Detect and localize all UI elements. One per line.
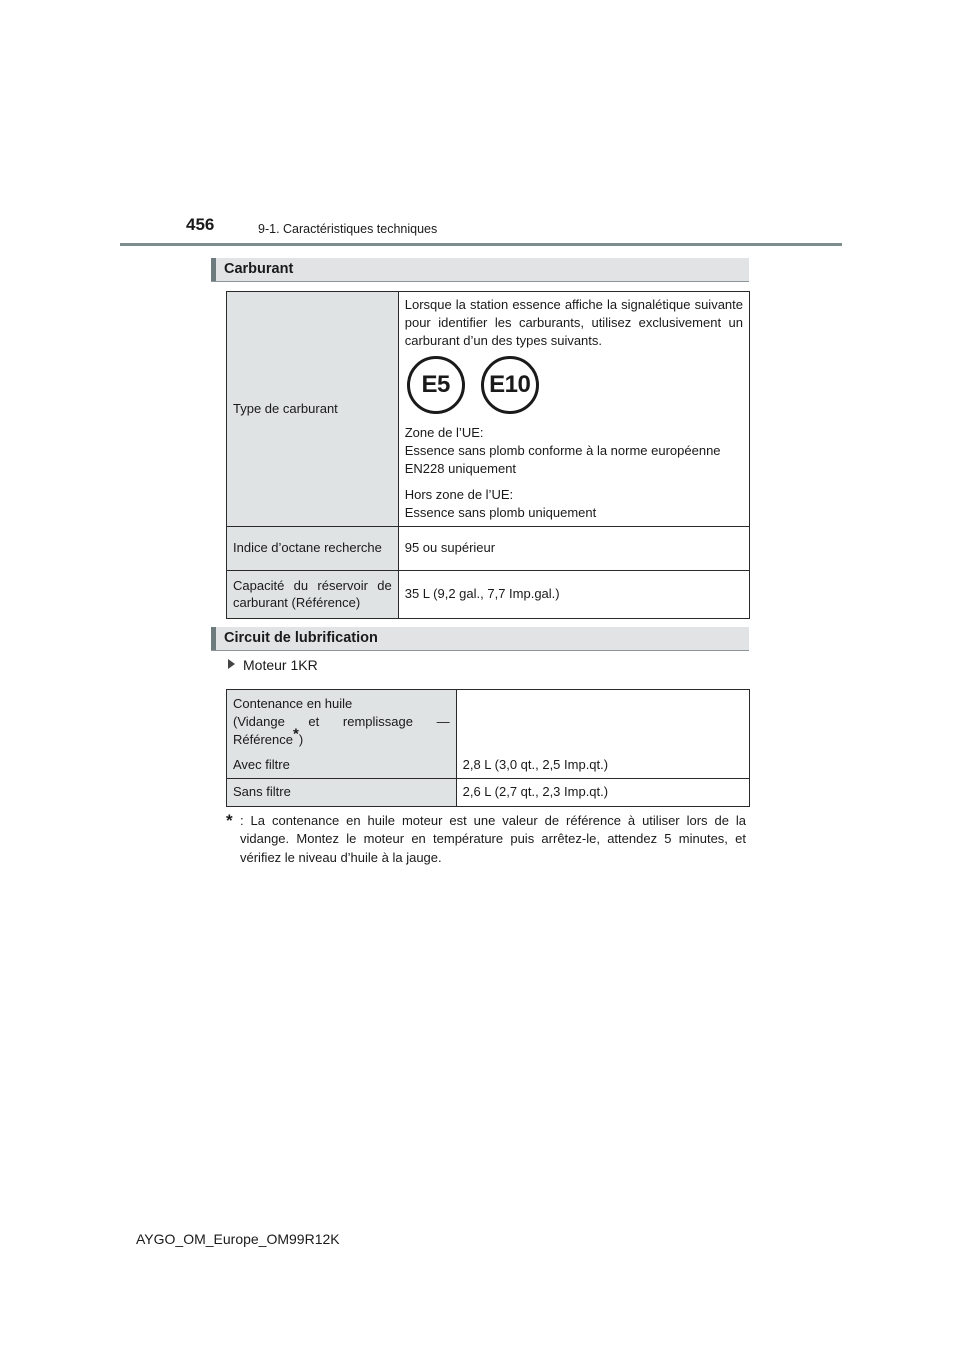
fuel-table <box>226 291 750 619</box>
with-filter-label: Avec filtre <box>233 756 290 772</box>
oil-table <box>226 689 750 807</box>
e10-badge: E10 <box>481 356 539 414</box>
eu-zone-text: Essence sans plomb conforme à la norme européenne EN228 uniquement <box>404 442 721 476</box>
footer-doc-id: AYGO_OM_Europe_OM99R12K <box>136 1231 340 1247</box>
lubrication-heading-label: Circuit de lubrification <box>224 630 378 646</box>
oil-footnote <box>226 812 746 867</box>
fuel-intro: Lorsque la station essence affiche la signalétique suivante pour identifier les carburants, utilisez exclusivement un carburant d’un des types suivants. <box>404 297 743 348</box>
heading-marker <box>211 258 216 281</box>
triangle-bullet-icon <box>228 659 235 669</box>
tank-capacity-value: 35 L (9,2 gal., 7,7 Imp.gal.) <box>398 570 749 619</box>
oil-capacity-line1: Contenance en huile <box>233 696 353 711</box>
octane-label: Indice d’octane recherche <box>227 526 399 570</box>
table-row <box>227 690 750 779</box>
table-row <box>227 570 750 619</box>
lubrication-heading <box>211 627 749 651</box>
table-row <box>227 292 750 527</box>
header-rule <box>120 243 842 246</box>
fuel-type-value <box>398 292 749 527</box>
table-row <box>227 778 750 806</box>
footnote-star: * <box>226 811 233 830</box>
non-eu-zone-text: Essence sans plomb uniquement <box>404 504 597 520</box>
heading-marker <box>211 627 216 650</box>
non-eu-zone-title: Hors zone de l’UE: <box>404 486 514 502</box>
section-title: 9-1. Caractéristiques techniques <box>258 222 438 236</box>
with-filter-value: 2,8 L (3,0 qt., 2,5 Imp.qt.) <box>456 690 749 779</box>
footnote-text: : La contenance en huile moteur est une valeur de référence à utiliser lors de la vidange. Montez le moteur en température puis arrêtez-le, attendez 5 minutes, et vérifiez le niveau d’huile à la jauge. <box>240 813 746 865</box>
octane-value: 95 ou supérieur <box>398 526 749 570</box>
without-filter-label: Sans filtre <box>227 778 457 806</box>
engine-bullet <box>228 657 318 673</box>
engine-label: Moteur 1KR <box>243 657 318 673</box>
eu-zone-title: Zone de l’UE: <box>404 424 484 440</box>
oil-capacity-line2: (Vidange et remplissage — <box>233 713 450 729</box>
tank-capacity-label: Capacité du réservoir de carburant (Référence) <box>227 570 399 619</box>
fuel-heading <box>211 258 749 282</box>
page-number: 456 <box>186 215 215 234</box>
fuel-heading-label: Carburant <box>224 261 294 277</box>
without-filter-value: 2,6 L (2,7 qt., 2,3 Imp.qt.) <box>456 778 749 806</box>
fuel-badges <box>405 356 743 422</box>
oil-capacity-label <box>227 690 457 779</box>
table-row <box>227 526 750 570</box>
fuel-type-label: Type de carburant <box>227 292 399 527</box>
oil-capacity-line3: Référence*) <box>233 725 304 747</box>
e5-badge: E5 <box>407 356 465 414</box>
